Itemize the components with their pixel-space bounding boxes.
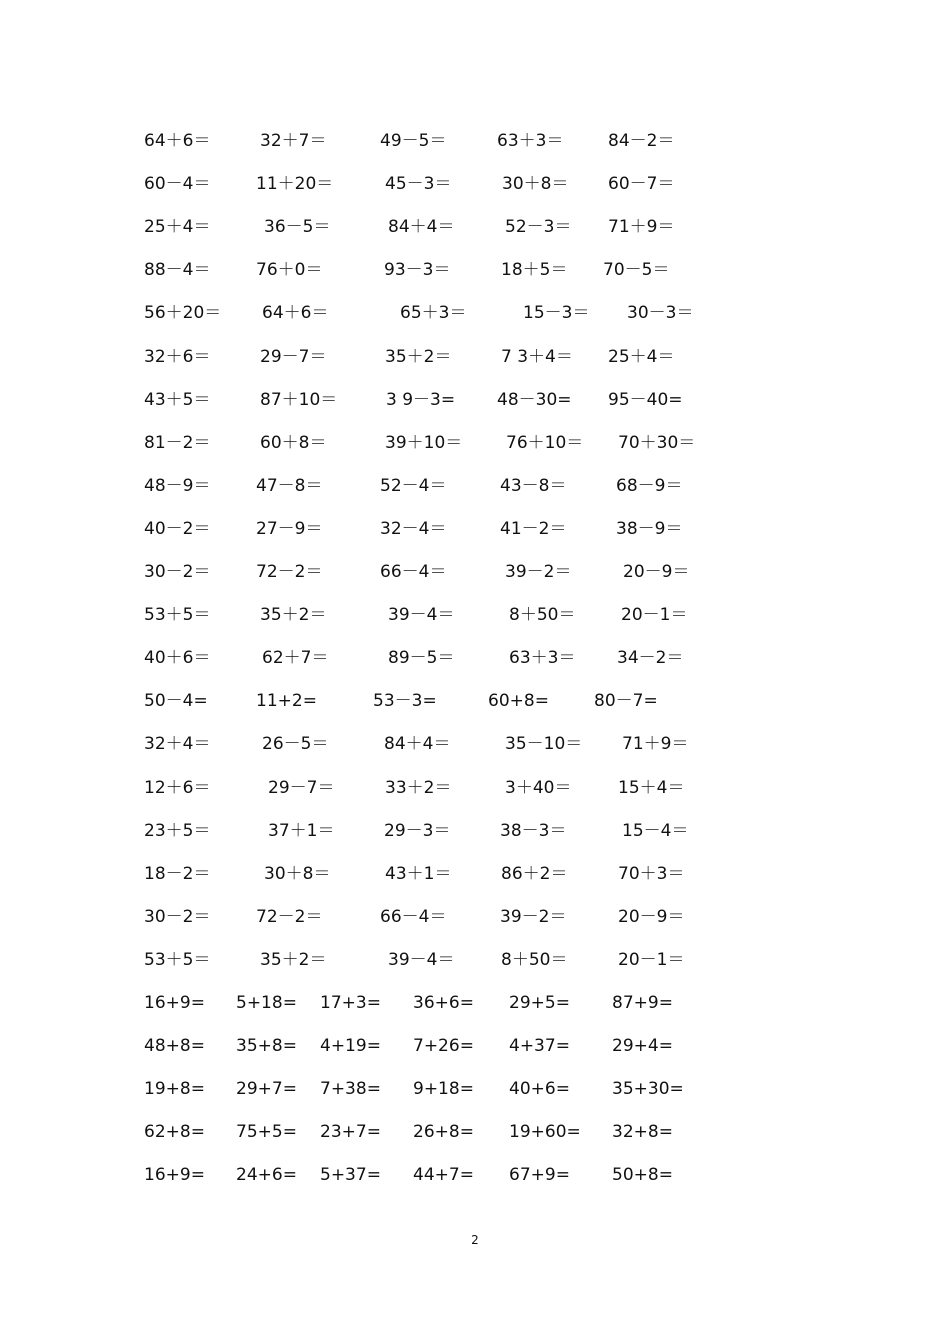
math-problem: 87+9= — [612, 993, 673, 1013]
math-problem: 88－4＝ — [144, 260, 211, 281]
math-problem: 9+18= — [413, 1079, 474, 1100]
math-problem: 44+7= — [413, 1165, 474, 1186]
problem-row — [0, 645, 950, 671]
math-problem: 71＋9＝ — [622, 734, 689, 755]
problem-row — [0, 602, 950, 628]
problem-row — [0, 430, 950, 456]
math-problem: 49－5＝ — [380, 131, 447, 151]
math-problem: 7+26= — [413, 1036, 474, 1057]
math-problem: 20－9＝ — [618, 906, 685, 927]
math-problem: 25＋4＝ — [144, 217, 211, 238]
problem-row — [0, 990, 950, 1016]
problem-row — [0, 516, 950, 542]
math-problem: 70＋3＝ — [618, 863, 685, 884]
math-problem: 29－7＝ — [260, 346, 327, 367]
problem-row — [0, 775, 950, 801]
math-problem: 40－2＝ — [144, 518, 211, 539]
math-problem: 35＋2＝ — [260, 949, 327, 970]
problem-row — [0, 688, 950, 714]
math-problem: 25＋4＝ — [608, 346, 675, 367]
math-problem: 53－3= — [373, 691, 437, 712]
math-problem: 32+8= — [612, 1122, 673, 1143]
math-problem: 87＋10＝ — [260, 389, 338, 410]
math-problem: 47－8＝ — [256, 475, 323, 496]
math-problem: 81－2＝ — [144, 432, 211, 453]
math-problem: 72－2＝ — [256, 906, 323, 927]
math-problem: 17+3= — [320, 993, 381, 1013]
math-problem: 41－2＝ — [500, 518, 567, 539]
math-problem: 20－1＝ — [621, 605, 688, 626]
math-problem: 60－7＝ — [608, 174, 675, 195]
math-problem: 8＋50＝ — [509, 605, 576, 626]
math-problem: 39－2＝ — [505, 562, 572, 582]
math-problem: 11+2= — [256, 691, 317, 712]
problem-row — [0, 1076, 950, 1102]
math-problem: 35+8= — [236, 1036, 297, 1057]
math-problem: 95－40= — [608, 389, 683, 410]
problem-row — [0, 1033, 950, 1059]
math-problem: 60－4＝ — [144, 174, 211, 195]
math-problem: 15＋4＝ — [618, 777, 685, 798]
math-problem: 36+6= — [413, 993, 474, 1013]
math-problem: 27－9＝ — [256, 518, 323, 539]
math-problem: 32＋6＝ — [144, 346, 211, 367]
math-problem: 32＋4＝ — [144, 734, 211, 755]
math-problem: 80－7= — [594, 691, 658, 712]
math-problem: 39－2＝ — [500, 906, 567, 927]
math-problem: 3 9－3= — [386, 389, 456, 410]
math-problem: 26+8= — [413, 1122, 474, 1143]
math-problem: 23+7= — [320, 1122, 381, 1143]
math-problem: 24+6= — [236, 1165, 297, 1186]
math-problem: 50+8= — [612, 1165, 673, 1186]
math-problem: 20－1＝ — [618, 949, 685, 970]
math-problem: 7+38= — [320, 1079, 381, 1100]
math-problem: 36－5＝ — [264, 217, 331, 238]
problem-row — [0, 214, 950, 240]
math-problem: 93－3＝ — [384, 260, 451, 281]
problem-row — [0, 257, 950, 283]
math-problem: 39－4＝ — [388, 949, 455, 970]
math-problem: 67+9= — [509, 1165, 570, 1186]
math-problem: 29－3＝ — [384, 820, 451, 841]
math-problem: 29+4= — [612, 1036, 673, 1057]
math-problem: 48－30= — [497, 389, 572, 410]
math-problem: 29+5= — [509, 993, 570, 1013]
math-problem: 53＋5＝ — [144, 605, 211, 626]
math-problem: 37＋1＝ — [268, 820, 335, 841]
page-number: 2 — [471, 1233, 479, 1247]
math-problem: 32＋7＝ — [260, 131, 327, 151]
math-problem: 30－2＝ — [144, 906, 211, 927]
math-problem: 66－4＝ — [380, 562, 447, 582]
math-problem: 5+37= — [320, 1165, 381, 1186]
math-problem: 62＋7＝ — [262, 648, 329, 669]
math-problem: 76＋0＝ — [256, 260, 323, 281]
math-problem: 19+8= — [144, 1079, 205, 1100]
problem-row — [0, 559, 950, 585]
math-problem: 39－4＝ — [388, 605, 455, 626]
math-problem: 26－5＝ — [262, 734, 329, 755]
math-problem: 56＋20＝ — [144, 303, 222, 324]
problem-row — [0, 1119, 950, 1145]
math-problem: 62+8= — [144, 1122, 205, 1143]
math-problem: 43－8＝ — [500, 475, 567, 496]
math-problem: 4+37= — [509, 1036, 570, 1057]
math-problem: 43＋1＝ — [385, 863, 452, 884]
math-problem: 34－2＝ — [617, 648, 684, 669]
math-problem: 38－9＝ — [616, 518, 683, 539]
math-problem: 16+9= — [144, 1165, 205, 1186]
problem-row — [0, 387, 950, 413]
math-problem: 50－4= — [144, 691, 208, 712]
math-problem: 43＋5＝ — [144, 389, 211, 410]
math-problem: 72－2＝ — [256, 562, 323, 582]
math-problem: 15－3＝ — [523, 303, 590, 324]
math-problem: 7 3＋4＝ — [501, 346, 573, 367]
math-problem: 70－5＝ — [603, 260, 670, 281]
math-problem: 30＋8＝ — [264, 863, 331, 884]
math-problem: 52－3＝ — [505, 217, 572, 238]
math-problem: 84－2＝ — [608, 131, 675, 151]
math-problem: 40+6= — [509, 1079, 570, 1100]
math-problem: 60+8= — [488, 691, 549, 712]
math-problem: 15－4＝ — [622, 820, 689, 841]
math-problem: 11＋20＝ — [256, 174, 334, 195]
math-problem: 70＋30＝ — [618, 432, 696, 453]
math-problem: 4+19= — [320, 1036, 381, 1057]
math-problem: 60＋8＝ — [260, 432, 327, 453]
math-problem: 29－7＝ — [268, 777, 335, 798]
problem-row — [0, 904, 950, 930]
math-problem: 8＋50＝ — [501, 949, 568, 970]
math-problem: 40＋6＝ — [144, 648, 211, 669]
problem-row — [0, 1162, 950, 1188]
math-problem: 23＋5＝ — [144, 820, 211, 841]
math-problem: 18＋5＝ — [501, 260, 568, 281]
math-problem: 33＋2＝ — [385, 777, 452, 798]
math-problem: 30－2＝ — [144, 562, 211, 582]
math-problem: 29+7= — [236, 1079, 297, 1100]
math-problem: 89－5＝ — [388, 648, 455, 669]
math-problem: 32－4＝ — [380, 518, 447, 539]
math-problem: 39＋10＝ — [385, 432, 463, 453]
math-problem: 63＋3＝ — [509, 648, 576, 669]
problem-row — [0, 818, 950, 844]
problem-row — [0, 861, 950, 887]
math-problem: 5+18= — [236, 993, 297, 1013]
math-problem: 68－9＝ — [616, 475, 683, 496]
problem-row — [0, 947, 950, 973]
math-problem: 38－3＝ — [500, 820, 567, 841]
math-problem: 64＋6＝ — [144, 131, 211, 151]
problem-row — [0, 128, 950, 154]
problem-row — [0, 473, 950, 499]
math-problem: 48+8= — [144, 1036, 205, 1057]
problem-row — [0, 344, 950, 370]
math-problem: 35－10＝ — [505, 734, 583, 755]
math-problem: 18－2＝ — [144, 863, 211, 884]
math-problem: 71＋9＝ — [608, 217, 675, 238]
math-problem: 30＋8＝ — [502, 174, 569, 195]
math-problem: 35＋2＝ — [260, 605, 327, 626]
math-problem: 76＋10＝ — [506, 432, 584, 453]
problem-row — [0, 300, 950, 326]
math-problem: 3＋40＝ — [505, 777, 572, 798]
math-problem: 65＋3＝ — [400, 303, 467, 324]
math-problem: 64＋6＝ — [262, 303, 329, 324]
math-problem: 45－3＝ — [385, 174, 452, 195]
math-problem: 48－9＝ — [144, 475, 211, 496]
math-problem: 66－4＝ — [380, 906, 447, 927]
math-problem: 75+5= — [236, 1122, 297, 1143]
math-problem: 53＋5＝ — [144, 949, 211, 970]
problem-row — [0, 171, 950, 197]
math-problem: 84＋4＝ — [388, 217, 455, 238]
math-problem: 63＋3＝ — [497, 131, 564, 151]
math-problem: 16+9= — [144, 993, 205, 1013]
problem-row — [0, 731, 950, 757]
math-problem: 12＋6＝ — [144, 777, 211, 798]
math-problem: 20－9＝ — [623, 562, 690, 582]
math-problem: 52－4＝ — [380, 475, 447, 496]
math-problem: 35+30= — [612, 1079, 684, 1100]
math-problem: 84＋4＝ — [384, 734, 451, 755]
math-problem: 35＋2＝ — [385, 346, 452, 367]
math-problem: 19+60= — [509, 1122, 581, 1143]
math-problem: 30－3＝ — [627, 303, 694, 324]
math-problem: 86＋2＝ — [501, 863, 568, 884]
